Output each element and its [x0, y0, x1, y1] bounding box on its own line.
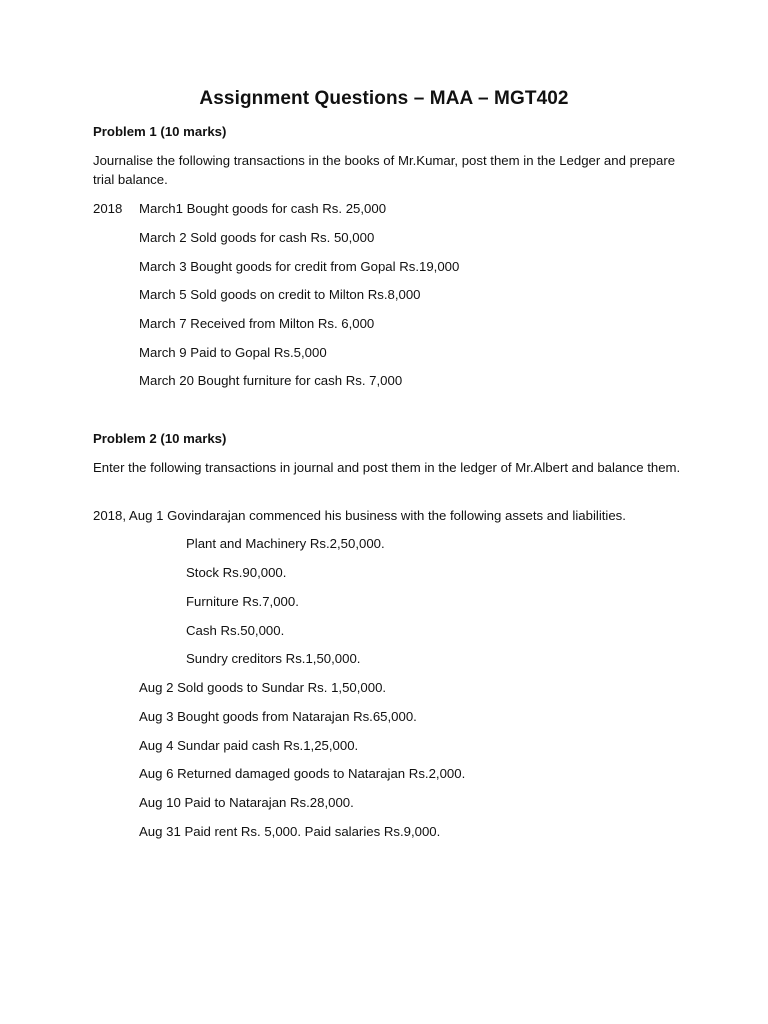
problem1-transaction: March 7 Received from Milton Rs. 6,000: [139, 316, 375, 331]
problem1-transaction: March 9 Paid to Gopal Rs.5,000: [139, 345, 327, 360]
problem2-transaction: Aug 31 Paid rent Rs. 5,000. Paid salaries Rs.9,000.: [139, 824, 441, 839]
problem2-transaction: Aug 6 Returned damaged goods to Natarajan Rs.2,000.: [139, 766, 466, 781]
problem1-instruction: Journalise the following transactions in the books of Mr.Kumar, post them in the Ledger and prepare trial balance.: [93, 153, 676, 187]
document-title: Assignment Questions – MAA – MGT402: [199, 88, 569, 109]
problem2-transaction: Aug 2 Sold goods to Sundar Rs. 1,50,000.: [139, 680, 387, 695]
problem2-transaction: Aug 4 Sundar paid cash Rs.1,25,000.: [139, 738, 359, 753]
problem1-transaction: March 20 Bought furniture for cash Rs. 7,000: [139, 373, 403, 388]
problem2-asset: Stock Rs.90,000.: [186, 565, 287, 580]
problem1-heading: Problem 1 (10 marks): [93, 124, 227, 139]
problem2-asset: Plant and Machinery Rs.2,50,000.: [186, 536, 385, 551]
problem2-transaction: Aug 3 Bought goods from Natarajan Rs.65,000.: [139, 709, 417, 724]
problem1-year: 2018: [93, 201, 123, 216]
problem2-asset: Sundry creditors Rs.1,50,000.: [186, 651, 361, 666]
problem1-transaction: March1 Bought goods for cash Rs. 25,000: [139, 201, 387, 216]
problem1-transaction: March 3 Bought goods for credit from Gopal Rs.19,000: [139, 259, 460, 274]
problem2-asset: Cash Rs.50,000.: [186, 623, 285, 638]
problem2-opening: 2018, Aug 1 Govindarajan commenced his business with the following assets and liabilities.: [93, 508, 626, 523]
problem1-transaction: March 2 Sold goods for cash Rs. 50,000: [139, 230, 375, 245]
problem2-instruction: Enter the following transactions in journal and post them in the ledger of Mr.Albert and balance them.: [93, 460, 681, 475]
problem2-asset: Furniture Rs.7,000.: [186, 594, 299, 609]
problem1-transaction: March 5 Sold goods on credit to Milton Rs.8,000: [139, 287, 421, 302]
problem2-transaction: Aug 10 Paid to Natarajan Rs.28,000.: [139, 795, 354, 810]
problem2-heading: Problem 2 (10 marks): [93, 431, 227, 446]
